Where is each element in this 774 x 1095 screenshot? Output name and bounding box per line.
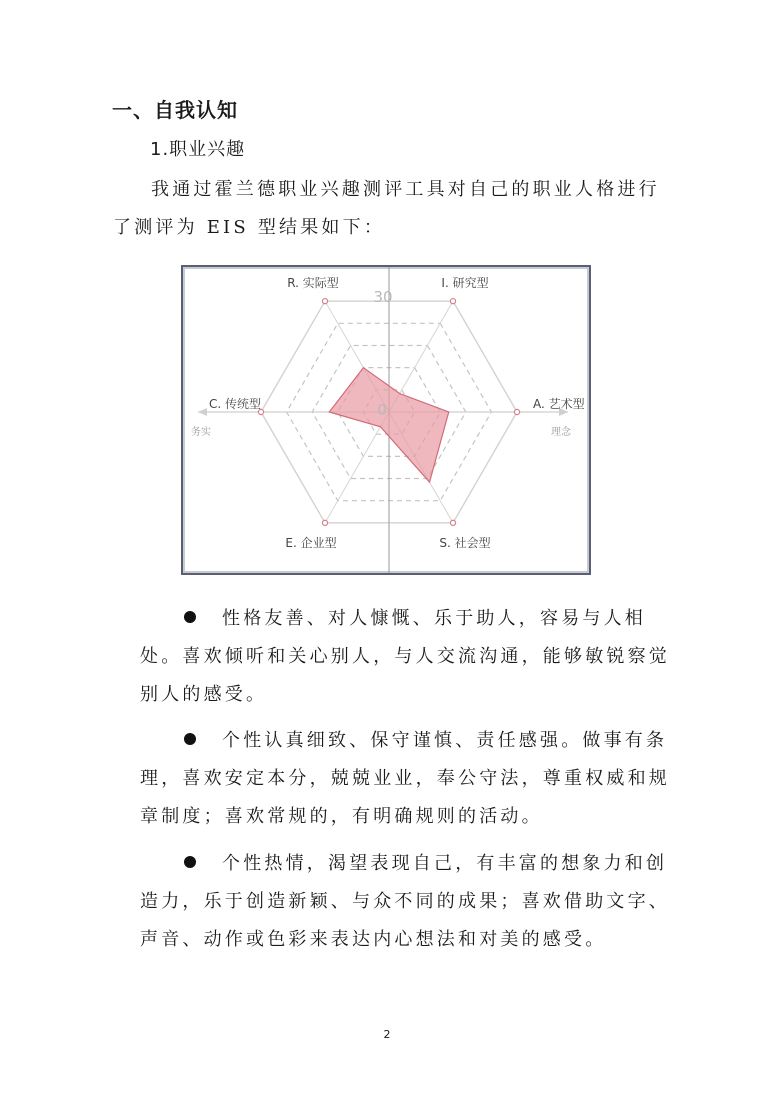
bullet-text: 个性认真细致、保守谨慎、责任感强。做事有条理，喜欢安定本分，兢兢业业，奉公守法，尊重权威和规章制度；喜欢常规的，有明确规则的活动。 xyxy=(140,730,670,827)
radar-axis-label: A. 艺术型 xyxy=(533,397,585,411)
holland-radar-chart xyxy=(181,265,591,575)
bullet-dot-icon xyxy=(184,856,196,868)
radar-vertex-marker xyxy=(322,299,327,304)
bullet-item-1 xyxy=(140,600,680,714)
radar-svg xyxy=(183,267,589,573)
left-arrow-icon xyxy=(198,408,207,416)
radar-vertex-marker xyxy=(322,520,327,525)
radar-vertex-marker xyxy=(450,299,455,304)
bullet-item-3 xyxy=(140,845,680,959)
left-side-label: 务实 xyxy=(191,427,211,438)
radar-axis-label: E. 企业型 xyxy=(285,535,337,550)
radar-axis-label: I. 研究型 xyxy=(441,276,489,291)
bullet-text: 个性热情，渴望表现自己，有丰富的想象力和创造力，乐于创造新颖、与众不同的成果；喜欢借助文字、声音、动作或色彩来表达内心想法和对美的感受。 xyxy=(140,853,670,950)
bullet-dot-icon xyxy=(184,733,196,745)
right-side-label: 理念 xyxy=(551,427,571,438)
bullet-item-2 xyxy=(140,722,680,836)
radar-vertex-marker xyxy=(514,409,519,414)
tick-label-zero: 0 xyxy=(377,401,387,419)
radar-spoke xyxy=(325,412,389,523)
intro-paragraph: 我通过霍兰德职业兴趣测评工具对自己的职业人格进行了测评为 EIS 型结果如下： xyxy=(113,179,660,238)
radar-vertex-marker xyxy=(450,520,455,525)
page-number: 2 xyxy=(383,1028,391,1041)
bullet-dot-icon xyxy=(184,611,196,623)
tick-label-max: 30 xyxy=(373,288,393,306)
bullet-text: 性格友善、对人慷慨、乐于助人，容易与人相处。喜欢倾听和关心别人，与人交流沟通，能够敏锐察觉别人的感受。 xyxy=(140,608,670,705)
radar-axis-label: R. 实际型 xyxy=(287,276,339,291)
radar-axis-label: S. 社会型 xyxy=(439,535,491,550)
section-heading: 一、自我认知 xyxy=(112,98,238,122)
subsection-heading: 1.职业兴趣 xyxy=(150,139,246,160)
radar-axis-label: C. 传统型 xyxy=(208,397,262,411)
